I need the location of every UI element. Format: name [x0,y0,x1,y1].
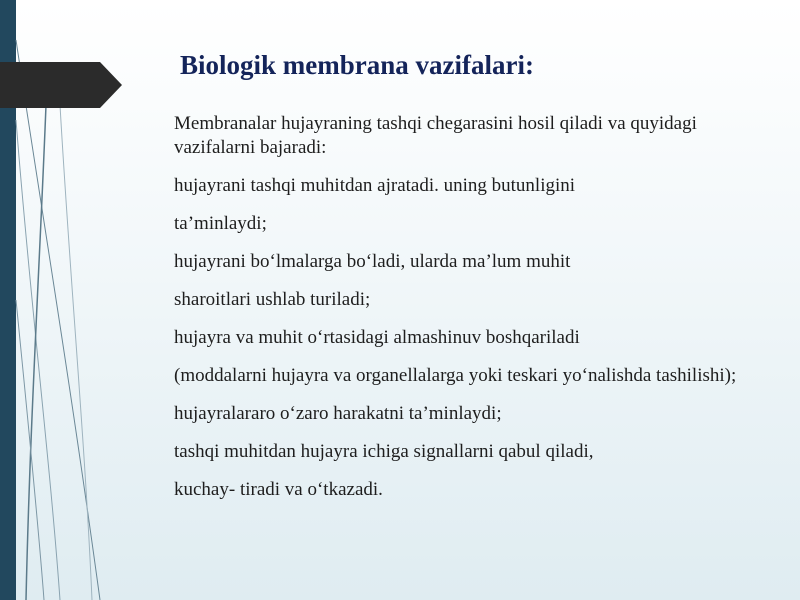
list-item [143,364,743,388]
list-item [143,288,743,312]
list-item [143,402,743,426]
list-item-text: hujayralararo o‘zaro harakatni ta’minlaydi; [174,403,502,424]
list-item-text: hujayrani bo‘lmalarga bo‘ladi, ularda ma’lum muhit [174,251,571,272]
list-item-text: ta’minlaydi; [174,213,267,234]
list-item-text: hujayrani tashqi muhitdan ajratadi. uning butunligini [174,175,576,196]
list-item-text: Membranalar hujayraning tashqi chegarasini hosil qiladi va quyidagi vazifalarni bajaradi: [174,113,697,158]
list-item-text: kuchay- tiradi va o‘tkazadi. [174,479,383,500]
list-item [143,326,743,350]
list-item-text: tashqi muhitdan hujayra ichiga signallarni qabul qiladi, [174,441,594,462]
title-accent-arrow [0,62,122,108]
list-item-text: sharoitlari ushlab turiladi; [174,289,371,310]
slide-title: Biologik membrana vazifalari: [180,50,534,80]
list-item [143,250,743,274]
list-item-text: (moddalarni hujayra va organellalarga yoki teskari yo‘nalishda tashilishi); [174,365,737,386]
list-item-text: hujayra va muhit o‘rtasidagi almashinuv boshqariladi [174,327,580,348]
list-item [143,212,743,236]
list-item [143,440,743,464]
list-item [143,478,743,502]
bullet-list [143,112,743,516]
list-item [143,112,743,160]
list-item [143,174,743,198]
